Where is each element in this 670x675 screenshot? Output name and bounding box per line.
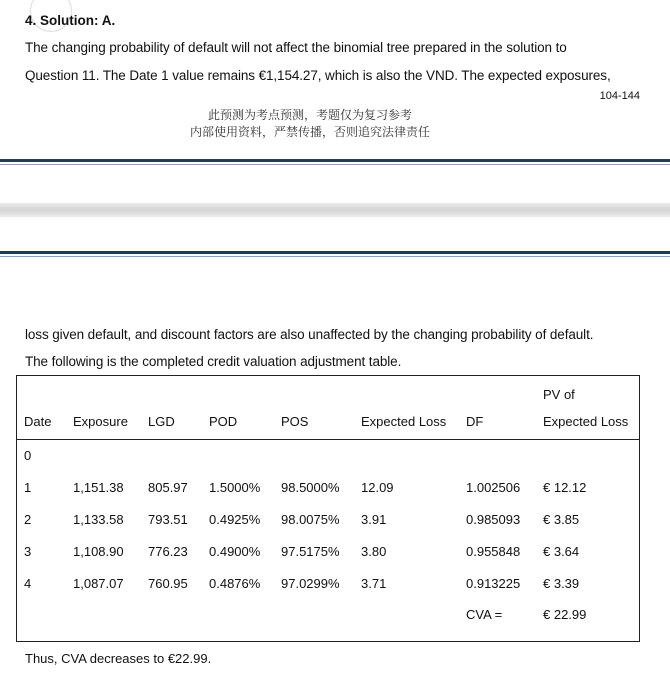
table-cell: 0.4876% bbox=[209, 576, 261, 591]
table-cell: 793.51 bbox=[148, 512, 188, 527]
table-header-cell: LGD bbox=[148, 414, 175, 429]
page-separator-rule bbox=[0, 159, 670, 162]
table-cell: 776.23 bbox=[148, 544, 188, 559]
table-header-rule bbox=[16, 439, 640, 440]
page-separator-rule bbox=[0, 164, 670, 165]
table-cell: 0.4925% bbox=[209, 512, 261, 527]
watermark-line: 此预测为考点预测，考题仅为复习参考 bbox=[207, 108, 412, 122]
table-header-cell: Date bbox=[24, 414, 52, 429]
table-cell: 0.955848 bbox=[466, 544, 521, 559]
table-cell: 0.985093 bbox=[466, 512, 521, 527]
table-cell: 4 bbox=[24, 576, 32, 591]
paragraph-line: The following is the completed credit valuation adjustment table. bbox=[25, 354, 402, 369]
table-cell: € 3.85 bbox=[543, 512, 580, 527]
table-cell: € 3.39 bbox=[543, 576, 580, 591]
table-header-cell: POD bbox=[209, 414, 238, 429]
paragraph-line: The changing probability of default will not affect the binomial tree prepared in the solution to bbox=[25, 40, 567, 55]
table-cell: 805.97 bbox=[148, 480, 188, 495]
table-header-cell: Expected Loss bbox=[361, 414, 447, 429]
page-reference: 104-144 bbox=[599, 90, 640, 102]
table-cell: 3.80 bbox=[361, 544, 387, 559]
table-cell: 98.5000% bbox=[281, 480, 340, 495]
paragraph-line: Question 11. The Date 1 value remains €1,154.27, which is also the VND. The expected exposures, bbox=[25, 68, 611, 83]
page-gap-band bbox=[0, 203, 670, 217]
table-cell: 1,151.38 bbox=[73, 480, 124, 495]
table-cell: 1.002506 bbox=[466, 480, 521, 495]
table-header-cell: POS bbox=[281, 414, 309, 429]
table-cell: 1,133.58 bbox=[73, 512, 124, 527]
table-cell: 98.0075% bbox=[281, 512, 340, 527]
table-cell: 12.09 bbox=[361, 480, 394, 495]
table-header-cell: PV of bbox=[543, 387, 575, 402]
paragraph-line: loss given default, and discount factors are also unaffected by the changing probability of default. bbox=[25, 327, 594, 342]
cva-label: CVA = bbox=[466, 607, 503, 622]
table-cell: 97.0299% bbox=[281, 576, 340, 591]
table-cell: 2 bbox=[24, 512, 32, 527]
solution-heading: 4. Solution: A. bbox=[25, 13, 116, 28]
table-cell: 3.91 bbox=[361, 512, 387, 527]
table-cell: 760.95 bbox=[148, 576, 188, 591]
table-cell: 1,087.07 bbox=[73, 576, 124, 591]
table-cell: 1,108.90 bbox=[73, 544, 124, 559]
table-cell: 0.4900% bbox=[209, 544, 261, 559]
table-cell: 0 bbox=[24, 448, 32, 463]
table-header-cell: DF bbox=[466, 414, 484, 429]
table-cell: 1 bbox=[24, 480, 32, 495]
table-cell: € 12.12 bbox=[543, 480, 587, 495]
page-separator-rule bbox=[0, 251, 670, 254]
conclusion-text: Thus, CVA decreases to €22.99. bbox=[25, 651, 212, 666]
table-cell: 1.5000% bbox=[209, 480, 261, 495]
table-cell: 0.913225 bbox=[466, 576, 521, 591]
cva-value: € 22.99 bbox=[543, 607, 587, 622]
page-separator-rule bbox=[0, 256, 670, 257]
table-header-cell: Exposure bbox=[73, 414, 128, 429]
table-cell: 3.71 bbox=[361, 576, 387, 591]
table-header-cell: Expected Loss bbox=[543, 414, 629, 429]
table-cell: € 3.64 bbox=[543, 544, 580, 559]
watermark-line: 内部使用资料，严禁传播，否则追究法律责任 bbox=[189, 125, 430, 139]
table-cell: 97.5175% bbox=[281, 544, 340, 559]
table-cell: 3 bbox=[24, 544, 32, 559]
